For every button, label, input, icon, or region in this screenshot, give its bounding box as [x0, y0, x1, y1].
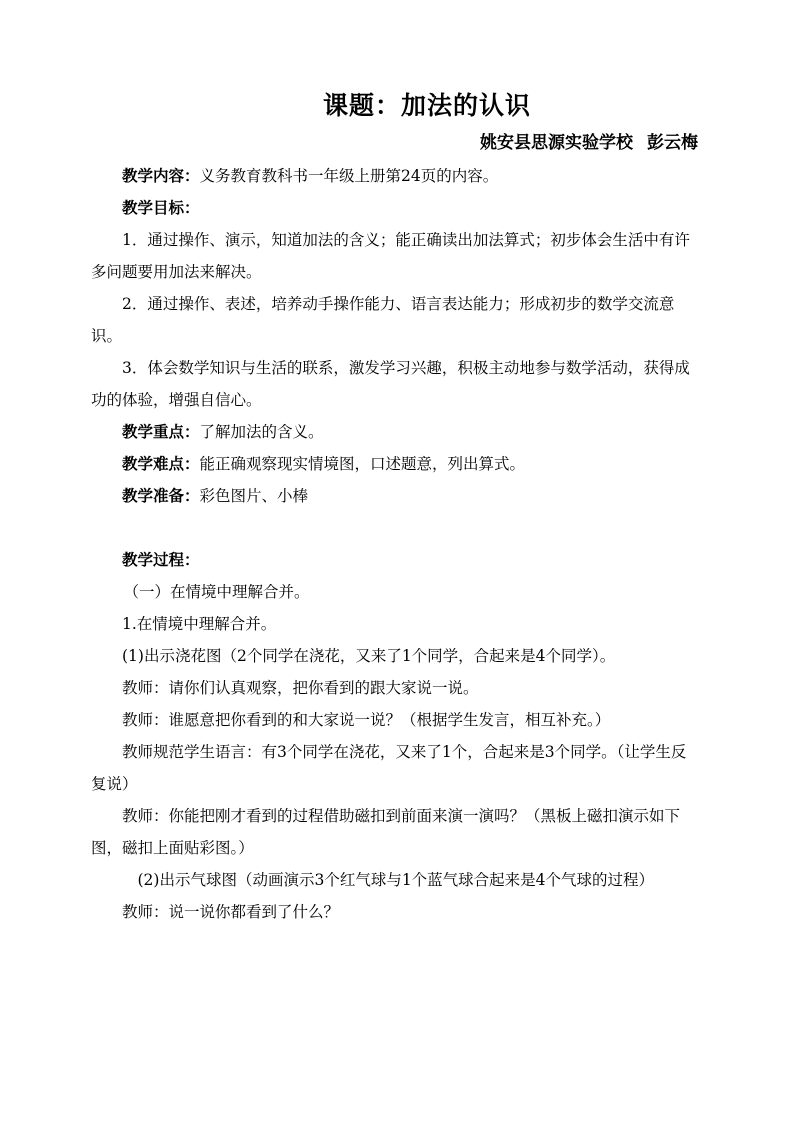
key-point-text: 了解加法的含义。 — [199, 423, 324, 441]
teaching-goals-heading — [91, 192, 697, 224]
lesson-title: 课题：加法的认识 — [322, 91, 531, 120]
preparation — [91, 480, 697, 512]
preparation-label: 教学准备： — [122, 486, 200, 505]
process-line: (2)出示气球图（动画演示3个红气球与1个蓝气球合起来是4个气球的过程） — [137, 871, 655, 889]
process-label: 教学过程： — [122, 550, 200, 569]
process-line: (1)出示浇花图（2个同学在浇花，又来了1个同学，合起来是4个同学）。 — [122, 647, 616, 665]
goal-item: 1．通过操作、演示，知道加法的含义；能正确读出加法算式；初步体会生活中有许多问题要用加法来解决。 — [91, 231, 690, 281]
process-line: 教师：你能把刚才看到的过程借助磁扣到前面来演一演吗？（黑板上磁扣演示如下图，磁扣上面贴彩图。） — [91, 807, 681, 857]
key-point — [91, 416, 697, 448]
process-line: 教师：说一说你都看到了什么？ — [122, 903, 340, 921]
difficulty-label: 教学难点： — [122, 454, 200, 473]
process-line: 教师规范学生语言：有3个同学在浇花，又来了1个，合起来是3个同学。（让学生反复说） — [91, 743, 687, 793]
blank-line — [91, 512, 697, 544]
key-point-label: 教学重点： — [122, 422, 200, 441]
lesson-body — [91, 160, 697, 928]
school-name: 姚安县思源实验学校 — [480, 133, 633, 153]
author-line — [480, 128, 698, 153]
process-heading — [91, 544, 697, 576]
teacher-name: 彭云梅 — [647, 133, 698, 153]
process-line: 教师：请你们认真观察，把你看到的跟大家说一说。 — [122, 679, 479, 697]
content-text: 义务教育教科书一年级上册第24页的内容。 — [199, 167, 499, 185]
preparation-text: 彩色图片、小棒 — [199, 487, 309, 505]
content-label: 教学内容： — [122, 166, 200, 185]
process-line: 教师：谁愿意把你看到的和大家说一说？（根据学生发言，相互补充。） — [122, 711, 611, 729]
difficulty-text: 能正确观察现实情境图，口述题意，列出算式。 — [199, 455, 526, 473]
process-section-1: （一）在情境中理解合并。 — [123, 583, 310, 601]
goal-item: 3．体会数学知识与生活的联系，激发学习兴趣，积极主动地参与数学活动，获得成功的体验，增强自信心。 — [91, 359, 690, 409]
goals-label: 教学目标： — [122, 198, 200, 217]
teaching-content — [91, 160, 697, 192]
goal-item: 2．通过操作、表述，培养动手操作能力、语言表达能力；形成初步的数学交流意识。 — [91, 295, 675, 345]
difficulty — [91, 448, 697, 480]
process-sub-1: 1.在情境中理解合并。 — [122, 615, 277, 633]
